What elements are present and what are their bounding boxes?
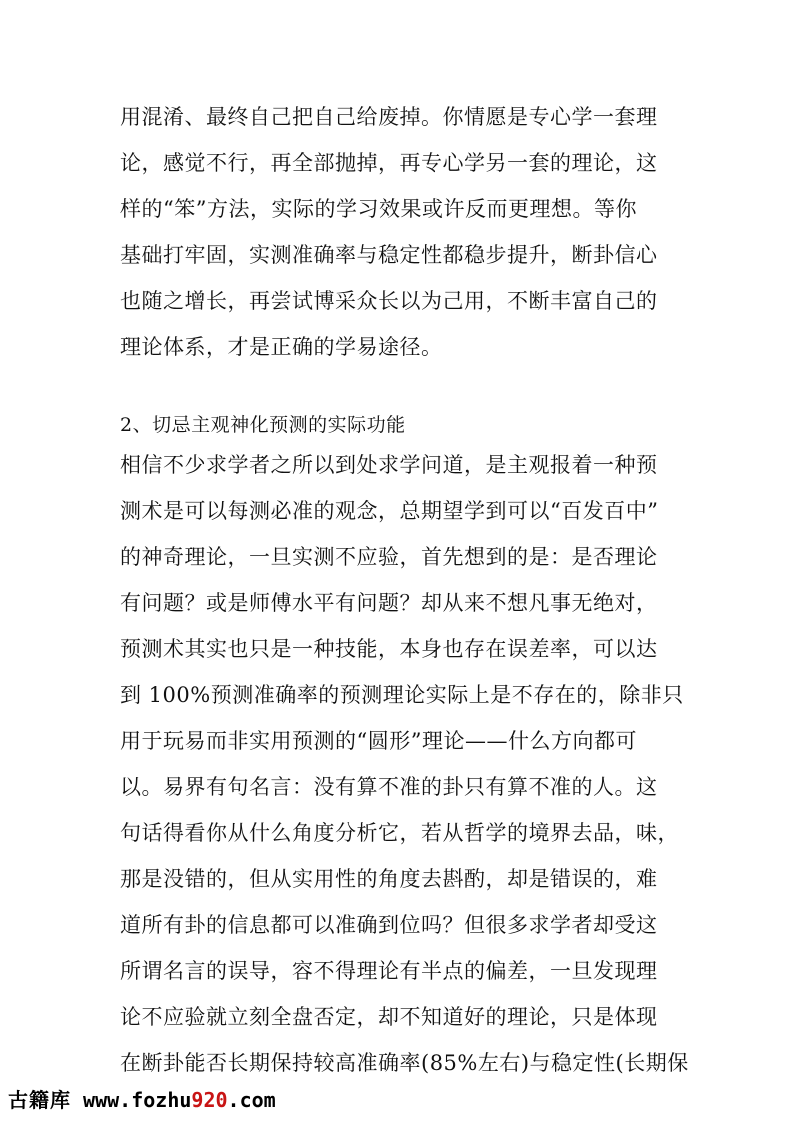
paragraph-line: 句话得看你从什么角度分析它，若从哲学的境界去品，味， [120, 821, 679, 845]
paragraph-line: 基础打牢固，实测准确率与稳定性都稳步提升，断卦信心 [120, 243, 658, 267]
paragraph-line: 在断卦能否长期保持较高准确率(85%左右)与稳定性(长期保 [120, 1051, 689, 1075]
paragraph-line: 样的“笨”方法，实际的学习效果或许反而更理想。等你 [120, 197, 637, 221]
paragraph-line: 用混淆、最终自己把自己给废掉。你情愿是专心学一套理 [120, 105, 658, 129]
paragraph-line: 预测术其实也只是一种技能，本身也存在误差率，可以达 [120, 637, 658, 661]
paragraph-line: 所谓名言的误导，容不得理论有半点的偏差，一旦发现理 [120, 959, 658, 983]
paragraph-line: 有问题？或是师傅水平有问题？却从来不想凡事无绝对， [120, 591, 658, 615]
paragraph-line: 用于玩易而非实用预测的“圆形”理论——什么方向都可 [120, 729, 637, 753]
paragraph-line: 那是没错的，但从实用性的角度去斟酌，却是错误的，难 [120, 867, 658, 891]
paragraph-line: 也随之增长，再尝试博采众长以为己用，不断丰富自己的 [120, 289, 658, 313]
paragraph-line: 论不应验就立刻全盘否定，却不知道好的理论，只是体现 [120, 1005, 658, 1029]
paragraph-line: 相信不少求学者之所以到处求学问道，是主观报着一种预 [120, 453, 658, 477]
paragraph-line: 的神奇理论，一旦实测不应验，首先想到的是：是否理论 [120, 545, 658, 569]
paragraph-line: 到 100%预测准确率的预测理论实际上是不存在的，除非只 [120, 683, 684, 707]
section-heading: 2、切忌主观神化预测的实际功能 [120, 414, 406, 436]
paragraph-line: 道所有卦的信息都可以准确到位吗？但很多求学者却受这 [120, 913, 658, 937]
footer-url-prefix: www.fozhu [71, 1088, 192, 1112]
paragraph-line: 理论体系，才是正确的学易途径。 [120, 335, 443, 359]
paragraph-line: 测术是可以每测必准的观念，总期望学到可以“百发百中” [120, 499, 659, 523]
paragraph-line: 以。易界有句名言：没有算不准的卦只有算不准的人。这 [120, 775, 658, 799]
paragraph-line: 论，感觉不行，再全部抛掉，再专心学另一套的理论，这 [120, 151, 658, 175]
footer-brand: 古籍库 [8, 1088, 71, 1112]
footer-watermark [8, 1086, 276, 1114]
footer-url-number: 920 [191, 1088, 228, 1112]
footer-url-suffix: .com [227, 1088, 276, 1112]
